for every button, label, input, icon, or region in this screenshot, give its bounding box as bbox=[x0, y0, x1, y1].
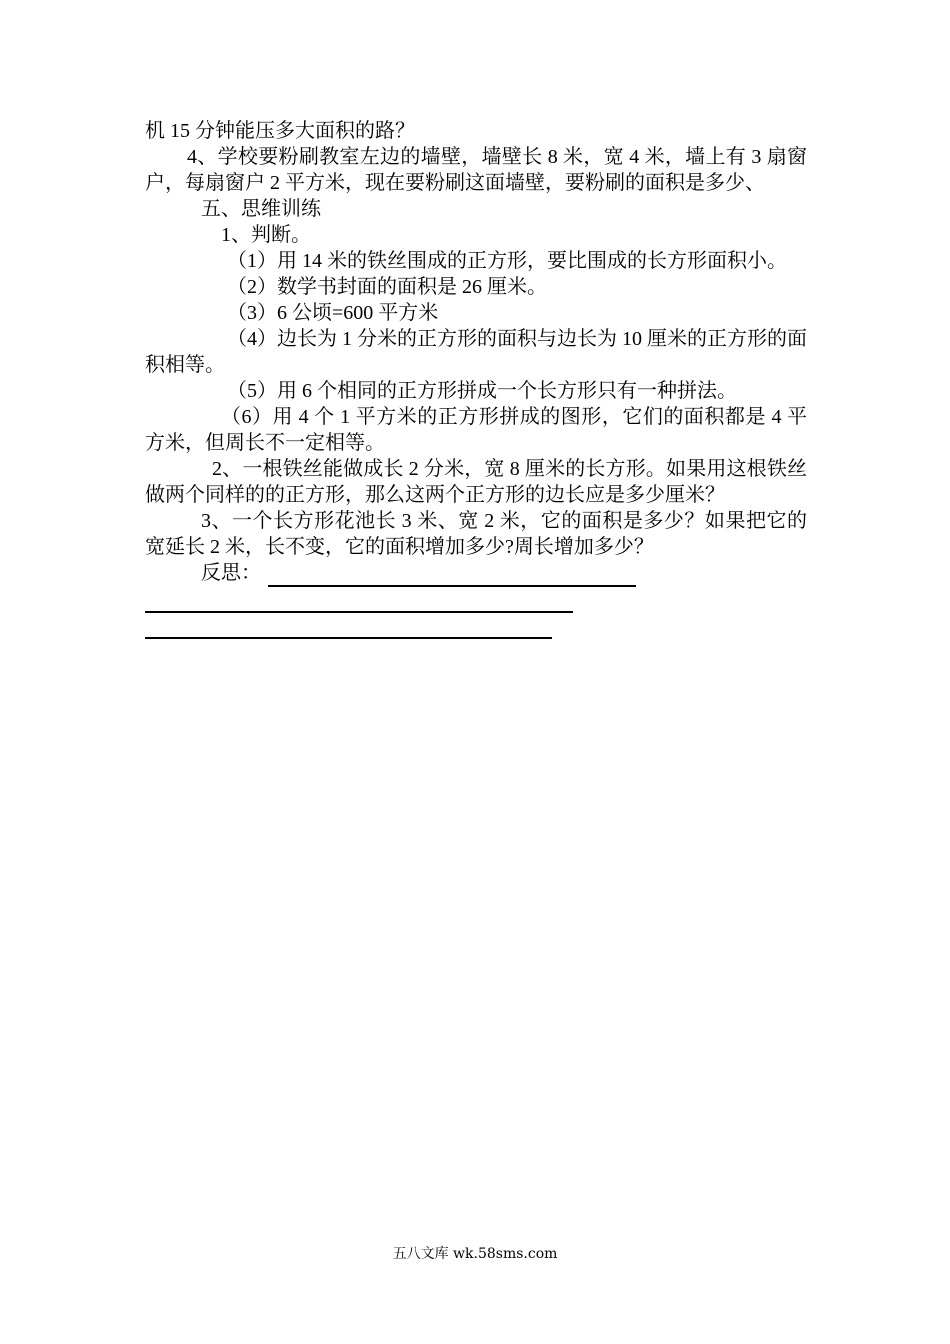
judge-item-4: （4）边长为 1 分米的正方形的面积与边长为 10 厘米的正方形的面积相等。 bbox=[145, 328, 807, 376]
document-body bbox=[145, 118, 807, 586]
judge-item-2: （2）数学书封面的面积是 26 厘米。 bbox=[227, 276, 547, 298]
judge-item-1: （1）用 14 米的铁丝围成的正方形，要比围成的长方形面积小。 bbox=[227, 250, 787, 272]
reflection-answer-line-3 bbox=[145, 637, 552, 639]
reflection-block bbox=[145, 560, 807, 586]
judge-item-5: （5）用 6 个相同的正方形拼成一个长方形只有一种拼法。 bbox=[227, 380, 737, 402]
reflection-answer-line-1 bbox=[268, 585, 636, 587]
thinking-question-2: 2、一根铁丝能做成长 2 分米，宽 8 厘米的长方形。如果用这根铁丝做两个同样的的正方形，那么这两个正方形的边长应是多少厘米？ bbox=[145, 458, 807, 506]
judge-heading: 1、判断。 bbox=[221, 224, 311, 246]
page-footer: 五八文库 wk.58sms.com bbox=[392, 1246, 558, 1262]
judge-item-3: （3）6 公顷=600 平方米 bbox=[227, 302, 439, 324]
question-3-continuation: 机 15 分钟能压多大面积的路？ bbox=[145, 120, 415, 142]
question-4: 4、学校要粉刷教室左边的墙壁，墙壁长 8 米，宽 4 米，墙上有 3 扇窗户，每扇窗户 2 平方米，现在要粉刷这面墙壁，要粉刷的面积是多少、 bbox=[145, 146, 807, 194]
section-5-title: 五、思维训练 bbox=[201, 198, 321, 220]
reflection-answer-line-2 bbox=[145, 611, 573, 613]
judge-item-6: （6）用 4 个 1 平方米的正方形拼成的图形，它们的面积都是 4 平方米，但周长不一定相等。 bbox=[145, 406, 807, 454]
thinking-question-3: 3、一个长方形花池长 3 米、宽 2 米，它的面积是多少？如果把它的宽延长 2 米，长不变，它的面积增加多少?周长增加多少？ bbox=[145, 510, 807, 558]
reflection-label: 反思： bbox=[201, 562, 261, 584]
